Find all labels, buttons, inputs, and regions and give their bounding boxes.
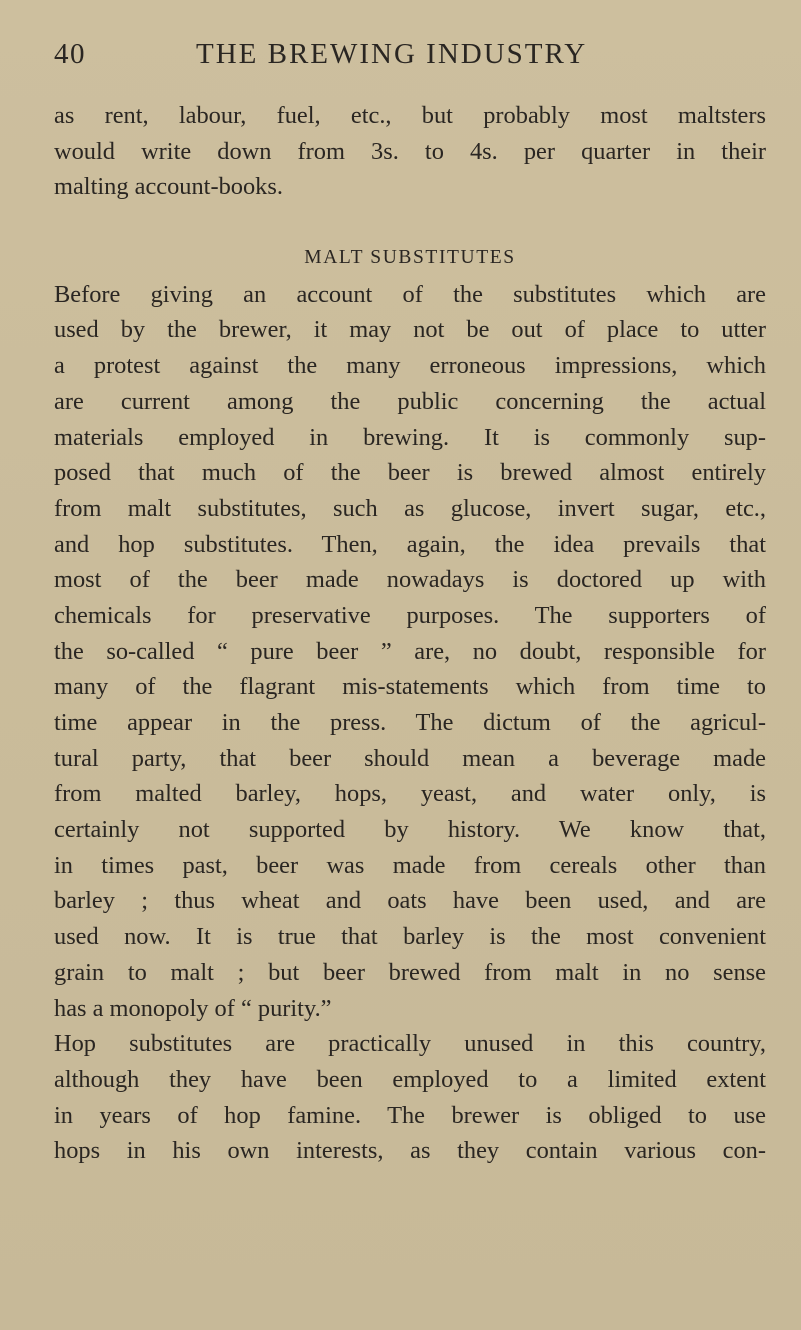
text-line: in times past, beer was made from cereals other than xyxy=(54,851,766,879)
text-line: Hop substitutes are practically unused in this country, xyxy=(54,1030,766,1058)
text-line: from malt substitutes, such as glucose, invert sugar, etc., xyxy=(54,494,766,522)
text-line: a protest against the many erroneous impressions, which xyxy=(54,352,766,380)
text-line: although they have been employed to a limited extent xyxy=(54,1065,766,1093)
text-line: tural party, that beer should mean a beverage made xyxy=(54,744,766,772)
paragraph xyxy=(54,98,766,205)
text-line: the so-called “ pure beer ” are, no doubt, responsible for xyxy=(54,637,766,665)
text-line: in years of hop famine. The brewer is obliged to use xyxy=(54,1101,766,1129)
text-line: materials employed in brewing. It is commonly sup- xyxy=(54,423,766,451)
text-line: would write down from 3s. to 4s. per quarter in their xyxy=(54,137,766,165)
text-line: used by the brewer, it may not be out of place to utter xyxy=(54,316,766,344)
paragraph xyxy=(54,277,766,1026)
text-line: barley ; thus wheat and oats have been used, and are xyxy=(54,887,766,915)
page-number: 40 xyxy=(54,38,86,70)
running-title: THE BREWING INDUSTRY xyxy=(196,38,588,70)
text-line: time appear in the press. The dictum of the agricul- xyxy=(54,709,766,736)
section-heading: MALT SUBSTITUTES xyxy=(304,247,516,269)
text-line: Before giving an account of the substitutes which are xyxy=(54,280,766,308)
text-line: as rent, labour, fuel, etc., but probably most maltsters xyxy=(54,102,766,129)
text-line: are current among the public concerning the actual xyxy=(54,387,766,415)
text-line: has a monopoly of “ purity.” xyxy=(54,994,332,1022)
text-line: from malted barley, hops, yeast, and water only, is xyxy=(54,780,766,808)
text-line: hops in his own interests, as they contain various con- xyxy=(54,1137,766,1165)
body-text xyxy=(54,98,766,1169)
paragraph xyxy=(54,1026,766,1169)
text-line: many of the flagrant mis-statements which from time to xyxy=(54,673,766,701)
text-line: certainly not supported by history. We know that, xyxy=(54,816,766,844)
text-line: and hop substitutes. Then, again, the idea prevails that xyxy=(54,530,766,558)
text-line: malting account-books. xyxy=(54,173,283,201)
text-line: used now. It is true that barley is the most convenient xyxy=(54,923,766,951)
page-header xyxy=(54,36,754,80)
text-line: most of the beer made nowadays is doctored up with xyxy=(54,566,766,594)
text-line: chemicals for preservative purposes. The supporters of xyxy=(54,601,766,629)
text-line: grain to malt ; but beer brewed from malt in no sense xyxy=(54,958,766,986)
text-line: posed that much of the beer is brewed almost entirely xyxy=(54,459,766,487)
